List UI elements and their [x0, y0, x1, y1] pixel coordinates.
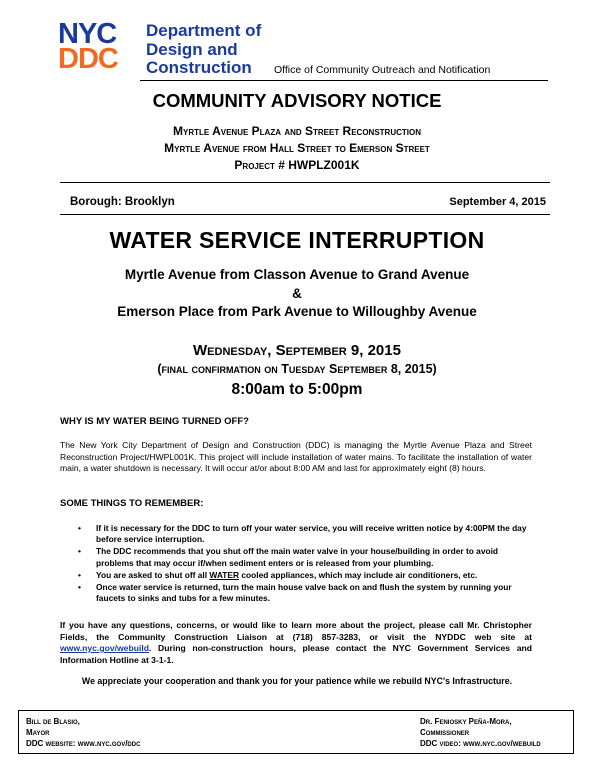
borough: Borough: Brooklyn [70, 196, 175, 208]
divider [60, 182, 550, 183]
logo-nyc-text: NYC [58, 18, 117, 50]
list-item [78, 582, 536, 604]
commissioner-name: Dr. Feniosky Peña-Mora, [420, 717, 512, 726]
location-2: Emerson Place from Park Avenue to Willoughby Avenue [117, 304, 477, 319]
project-number: Project # HWPLZ001K [234, 158, 360, 172]
bullet-text-emphasis: WATER [209, 569, 240, 580]
commissioner-title: Commissioner [420, 728, 470, 737]
intro-paragraph: The New York City Department of Design and Construction (DDC) is managing the Myrtle Avenue Plaza and Street Reconstruction Project/HWPL001K. This project will include installation of water mains. To facilitate the installation of water main, a water shutdown is necessary. It will occur at/or about 8:00 AM and last for approximately eight (8) hours. [60, 440, 532, 473]
location-ampersand: & [292, 286, 302, 301]
mayor-name: Bill de Blasio, [26, 717, 80, 726]
footer-right [420, 716, 541, 749]
remember-heading: SOME THINGS TO REMEMBER: [60, 498, 204, 509]
divider [60, 214, 550, 215]
contact-text-post: . During non-construction hours, please contact the NYC Government Services and Information Hotline at 3-1-1. [60, 643, 532, 665]
department-name [146, 22, 261, 78]
dept-line-3: Construction [146, 58, 252, 77]
list-item [78, 546, 536, 568]
list-item [78, 570, 536, 581]
schedule-day: Wednesday, September 9, 2015 [193, 342, 401, 359]
notice-title: COMMUNITY ADVISORY NOTICE [152, 90, 442, 111]
notice-date: September 4, 2015 [449, 196, 546, 208]
headline: WATER SERVICE INTERRUPTION [109, 227, 485, 253]
webuild-link[interactable]: www.nyc.gov/webuild [60, 643, 149, 653]
dept-line-2: Design and [146, 39, 238, 59]
bullet-icon: • [78, 546, 81, 557]
project-limits: Myrtle Avenue from Hall Street to Emerson Street [164, 141, 430, 155]
why-heading: WHY IS MY WATER BEING TURNED OFF? [60, 416, 249, 427]
ddc-video-link[interactable]: DDC video: www.nyc.gov/webuild [420, 739, 541, 748]
bullet-text-post: cooled appliances, which may include air conditioners, etc. [239, 569, 478, 580]
schedule-time: 8:00am to 5:00pm [231, 381, 363, 398]
list-item [78, 523, 536, 545]
bullet-icon: • [78, 523, 81, 533]
schedule-confirmation: (final confirmation on Tuesday September 8, 2015) [157, 362, 437, 376]
ddc-website[interactable]: DDC website: www.nyc.gov/ddc [26, 739, 141, 748]
project-name: Myrtle Avenue Plaza and Street Reconstruction [172, 124, 421, 138]
bullet-text: The DDC recommends that you shut off the main water valve in your house/building in order to avoid problems that may occur if/when sediment enters or is released from your plumbing. [96, 546, 499, 568]
bullet-icon: • [78, 569, 81, 580]
footer-left [26, 716, 140, 749]
location-1: Myrtle Avenue from Classon Avenue to Grand Avenue [124, 267, 470, 282]
contact-text-pre: If you have any questions, concerns, or would like to learn more about the project, please call Mr. Christopher Fields, the Community Construction Liaison at (718) 857-3283, or visit the NYDDC web site at [60, 620, 532, 642]
nyc-ddc-logo [58, 18, 138, 76]
header-divider [140, 80, 548, 81]
outreach-office: Office of Community Outreach and Notification [274, 64, 491, 76]
bullet-text: Once water service is returned, turn the main house valve back on and flush the system by running your faucets to sinks and tubs for a few minutes. [96, 582, 512, 604]
reminder-list [78, 523, 536, 605]
bullet-text-pre: You are asked to shut off all [96, 569, 210, 580]
appreciation-note: We appreciate your cooperation and thank you for your patience while we rebuild NYC's Infrastructure. [81, 676, 513, 686]
dept-line-1: Department of [146, 21, 262, 40]
bullet-text [96, 570, 477, 580]
contact-paragraph [60, 620, 532, 666]
logo-ddc-text: DDC [58, 43, 118, 75]
mayor-title: Mayor [26, 728, 50, 737]
bullet-icon: • [78, 582, 81, 593]
bullet-text: If it is necessary for the DDC to turn off your water service, you will receive written notice by 4:00PM the day before service interruption. [96, 523, 527, 545]
